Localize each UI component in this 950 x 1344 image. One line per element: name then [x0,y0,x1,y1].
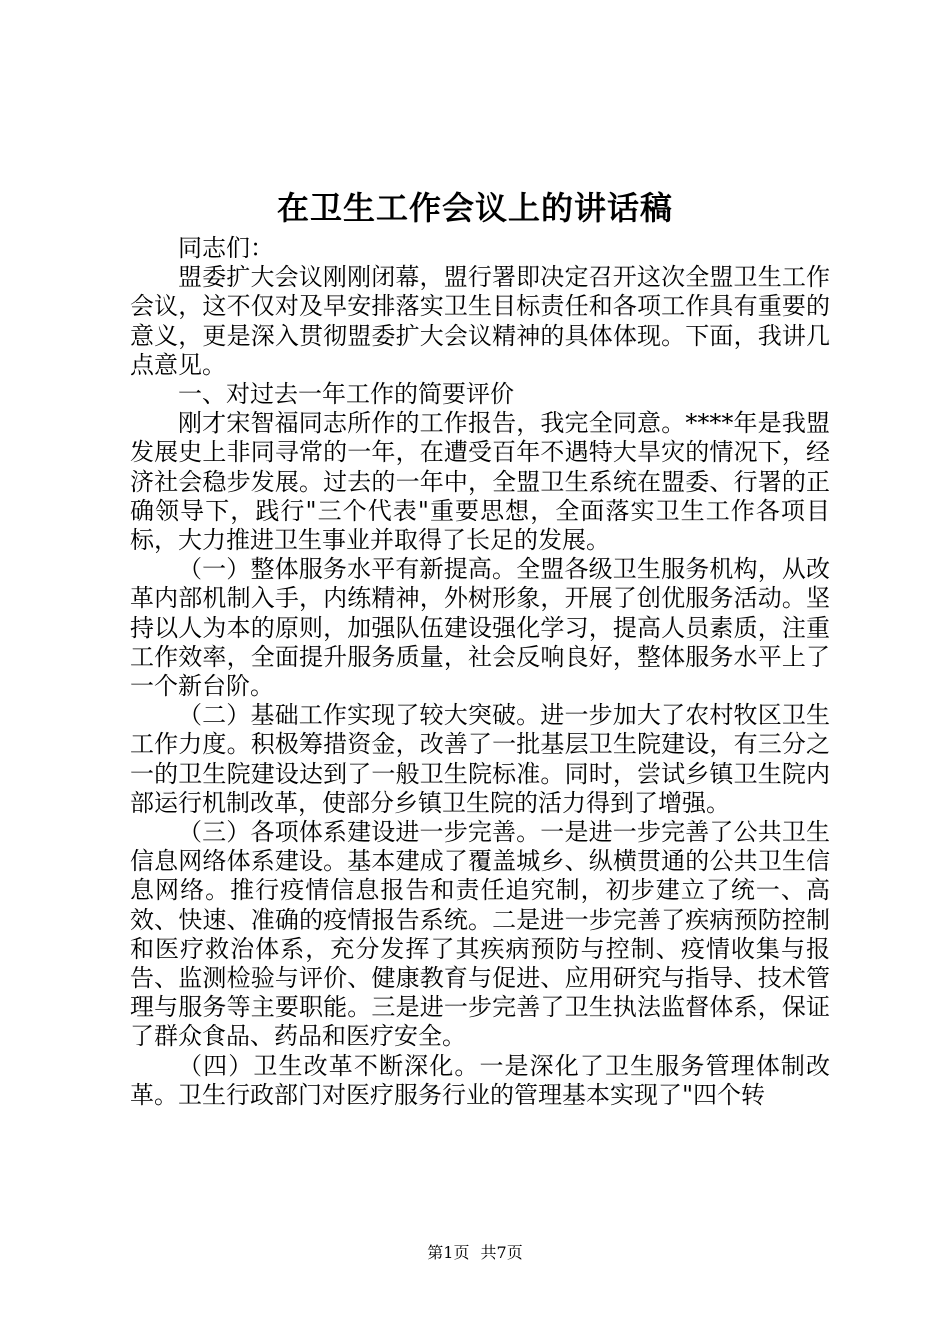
paragraph-item-3: （三）各项体系建设进一步完善。一是进一步完善了公共卫生信息网络体系建设。基本建成了覆盖城乡、纵横贯通的公共卫生信息网络。推行疫情信息报告和责任追究制，初步建立了统一、高效、快速、准确的疫情报告系统。二是进一步完善了疾病预防控制和医疗救治体系，充分发挥了其疾病预防与控制、疫情收集与报告、监测检验与评价、健康教育与促进、应用研究与指导、技术管理与服务等主要职能。三是进一步完善了卫生执法监督体系，保证了群众食品、药品和医疗安全。 [130,818,830,1051]
document-title: 在卫生工作会议上的讲话稿 [276,189,673,227]
page-footer [0,1243,950,1263]
paragraph-item-2: （二）基础工作实现了较大突破。进一步加大了农村牧区卫生工作力度。积极筹措资金，改善了一批基层卫生院建设，有三分之一的卫生院建设达到了一般卫生院标准。同时，尝试乡镇卫生院内部运行机制改革，使部分乡镇卫生院的活力得到了增强。 [130,701,830,817]
page-total: 共7页 [480,1243,523,1262]
salutation: 同志们： [178,234,274,262]
section-heading-1: 一、对过去一年工作的简要评价 [178,380,514,409]
paragraph-item-1: （一）整体服务水平有新提高。全盟各级卫生服务机构，从改革内部机制入手，内练精神，外树形象，开展了创优服务活动。坚持以人为本的原则，加强队伍建设强化学习，提高人员素质，注重工作效率，全面提升服务质量，社会反响良好，整体服务水平上了一个新台阶。 [130,555,830,701]
paragraph-report: 刚才宋智福同志所作的工作报告，我完全同意。****年是我盟发展史上非同寻常的一年，在遭受百年不遇特大旱灾的情况下，经济社会稳步发展。过去的一年中，全盟卫生系统在盟委、行署的正确领导下，践行"三个代表"重要思想，全面落实卫生工作各项目标，大力推进卫生事业并取得了长足的发展。 [130,409,830,555]
document-body [130,234,830,1110]
paragraph-item-4: （四）卫生改革不断深化。一是深化了卫生服务管理体制改革。卫生行政部门对医疗服务行业的管理基本实现了"四个转 [130,1051,830,1109]
paragraph-intro: 盟委扩大会议刚刚闭幕，盟行署即决定召开这次全盟卫生工作会议，这不仅对及早安排落实卫生目标责任和各项工作具有重要的意义，更是深入贯彻盟委扩大会议精神的具体体现。下面，我讲几点意见。 [130,263,830,379]
page-number: 第1页 [427,1243,470,1262]
